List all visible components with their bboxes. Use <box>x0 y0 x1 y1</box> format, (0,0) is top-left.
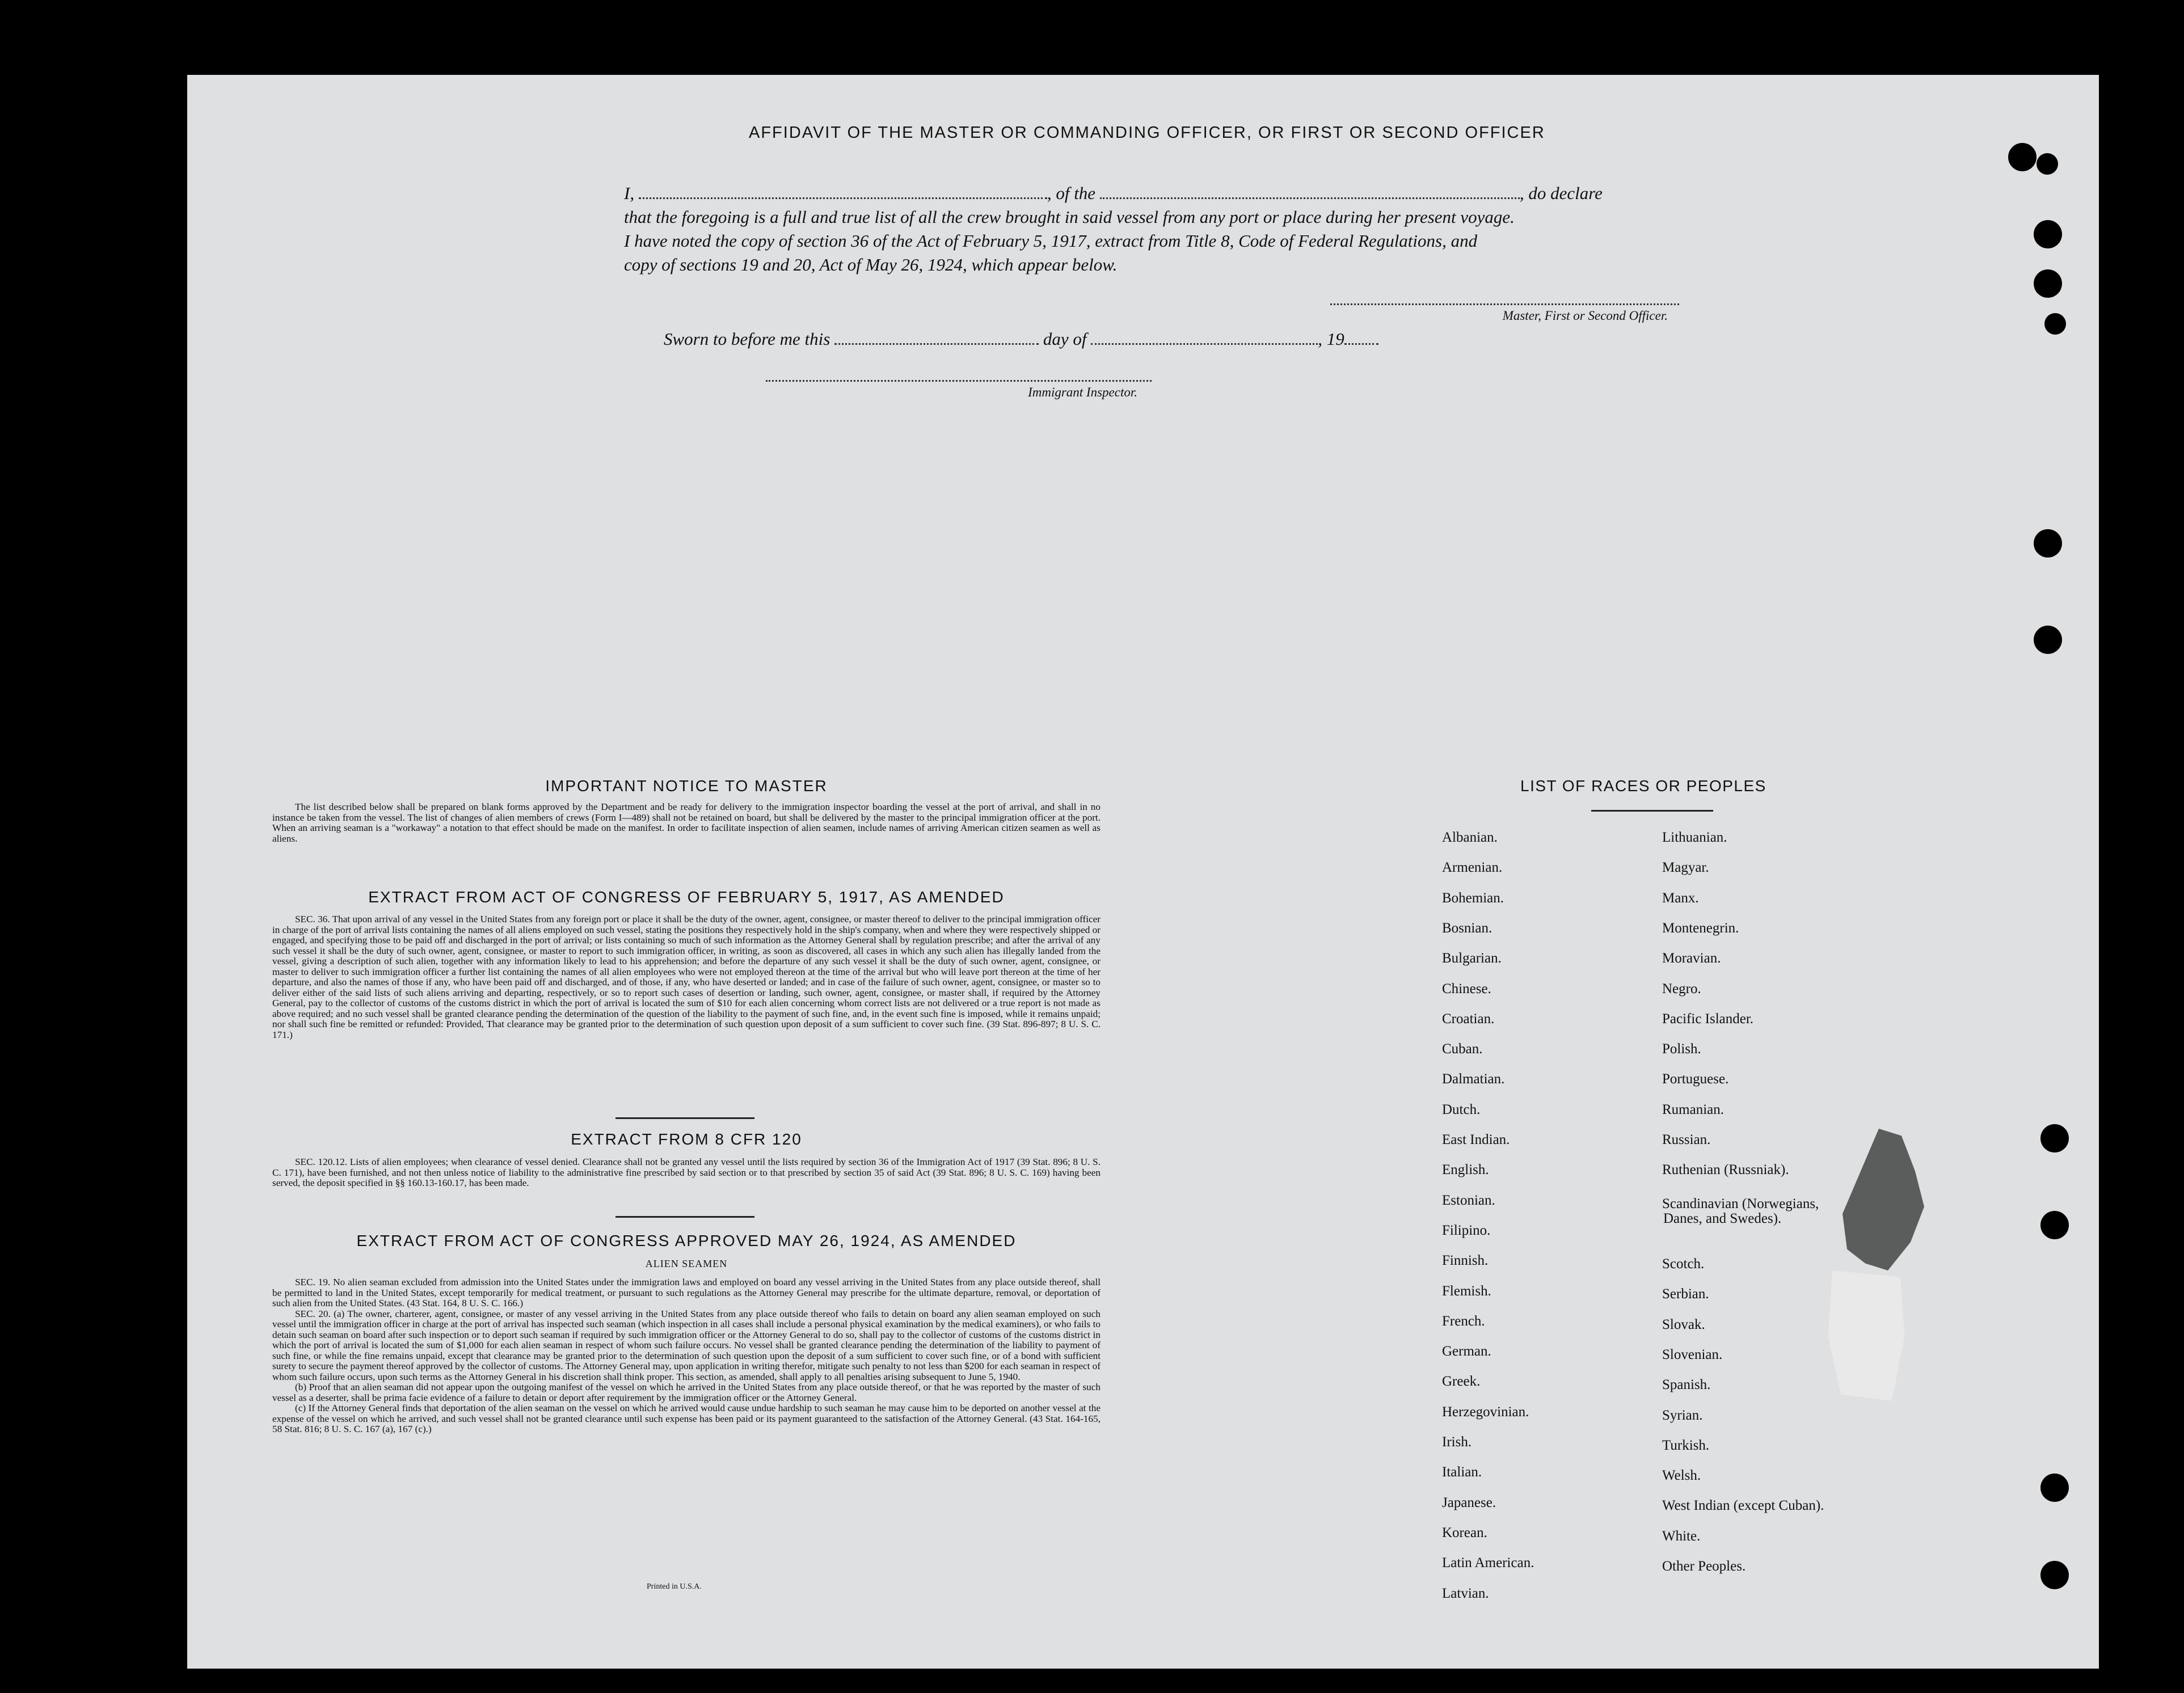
race-item: Japanese. <box>1442 1494 1496 1510</box>
race-item: Latin American. <box>1442 1555 1534 1571</box>
race-item: German. <box>1442 1344 1491 1360</box>
sworn-day-blank[interactable] <box>834 331 1039 345</box>
race-item: Manx. <box>1662 890 1699 906</box>
punch-hole <box>2034 529 2062 558</box>
race-item: Slovenian. <box>1662 1346 1723 1362</box>
inspector-label: Immigrant Inspector. <box>1028 385 1137 399</box>
extract-1917-text <box>272 914 1101 1040</box>
sworn-year: , 19 <box>1318 329 1344 349</box>
punch-hole <box>2044 313 2066 335</box>
signature-line <box>766 380 1152 382</box>
race-item: Flemish. <box>1442 1283 1491 1299</box>
sworn-day-of: day of <box>1043 329 1087 349</box>
race-item: Bosnian. <box>1442 920 1492 936</box>
section-36-paragraph: SEC. 36. That upon arrival of any vessel in the United States from any foreign port or place it shall be the duty of the owner, agent, consignee, or master thereof to deliver to the principal immigration officer in charge of the port of arrival lists containing the names of all aliens employed on such vessel, stating the positions they respectively hold in the ship's company, when and where they were respectively shipped or engaged, and specifying those to be paid off and discharged in the port of arrival; or lists containing so much of such information as the Attorney General shall by regulation prescribe; and after the arrival of any such vessel it shall be the duty of such owner, agent, consignee, or master to report to such immigration officer, in writing, as soon as discovered, all cases in which any such alien has illegally landed from the vessel, giving a description of such alien, together with any information likely to lead to his apprehension; and before the departure of any such vessel it shall be the duty of such owner, agent, consignee, or master to deliver to such immigration officer a further list containing the names of all alien employees who were not employed thereon at the time of the arrival but who will leave port thereon at the time of her departure, and also the names of those if any, who have been paid off and discharged, and of those, if any, who have deserted or landed; and in case of the failure of such owner, agent, consignee, or master so to deliver either of the said lists of such aliens arriving and departing, respectively, or so to report such cases of desertion or landing, such owner, agent, consignee, or master shall, if required by the Attorney General, pay to the collector of customs of the customs district in which the port of arrival is located the sum of $10 for each alien concerning whom correct lists are not delivered or a true report is not made as above required; and no such vessel shall be granted clearance pending the determination of the question of the liability to the payment of such fine, and, in the event such fine is imposed, while it remains unpaid; nor shall such fine be remitted or refunded: Provided, That clearance may be granted prior to the determination of such question upon deposit of a sum sufficient to cover such fine. (39 Stat. 896-897; 8 U. S. C. 171.) <box>272 914 1101 1040</box>
race-item: Portuguese. <box>1662 1071 1729 1087</box>
race-item: Filipino. <box>1442 1222 1491 1238</box>
race-item: Estonian. <box>1442 1192 1495 1208</box>
race-item: Cuban. <box>1442 1041 1483 1057</box>
race-item: Dalmatian. <box>1442 1071 1505 1087</box>
race-item: Dutch. <box>1442 1101 1481 1117</box>
race-item: Other Peoples. <box>1662 1559 1746 1574</box>
race-item: Polish. <box>1662 1041 1701 1057</box>
race-item: Russian. <box>1662 1132 1711 1147</box>
sworn-prefix: Sworn to before me this <box>664 329 830 349</box>
race-item: Montenegrin. <box>1662 920 1739 936</box>
race-item: Moravian. <box>1662 951 1721 966</box>
extract-1917-title: EXTRACT FROM ACT OF CONGRESS OF FEBRUARY 5, 1917, AS AMENDED <box>368 888 1005 906</box>
affidavit-body <box>624 181 1679 277</box>
race-item: French. <box>1442 1313 1485 1329</box>
punch-hole <box>2008 143 2037 171</box>
punch-hole <box>2034 626 2062 654</box>
sworn-year-blank[interactable] <box>1344 331 1378 345</box>
race-item: Turkish. <box>1662 1437 1710 1453</box>
section-20b-paragraph: (b) Proof that an alien seaman did not appear upon the outgoing manifest of the vessel on which he arrived in the United States from any place outside thereof, or that he was reported by the master of such vessel as a deserter, shall be prima facie evidence of a failure to detain or deport after requirement by the immigration officer or the Attorney General. <box>272 1382 1101 1403</box>
race-item: Syrian. <box>1662 1407 1703 1423</box>
race-item: Slovak. <box>1662 1316 1705 1332</box>
race-item: Bulgarian. <box>1442 951 1502 966</box>
race-item: Korean. <box>1442 1525 1487 1540</box>
extract-cfr-text <box>272 1157 1101 1189</box>
affidavit-line-1 <box>624 181 1679 205</box>
sworn-line <box>664 329 1378 349</box>
affidavit-line-2: that the foregoing is a full and true list of all the crew brought in said vessel from any port or place during her present voyage. <box>624 207 1515 227</box>
punch-hole <box>2037 153 2058 175</box>
section-20c-paragraph: (c) If the Attorney General finds that deportation of the alien seaman on the vessel on which he arrived would cause undue hardship to such seaman he may cause him to be deported on another vessel at the expense of the vessel on which he arrived, and such vessel shall not be granted clearance until such expense has been paid or its payment guaranteed to the satisfaction of the Attorney General. (43 Stat. 164-165, 58 Stat. 816; 8 U. S. C. 167 (a), 167 (c).) <box>272 1403 1101 1434</box>
race-item: Scotch. <box>1662 1256 1705 1272</box>
affidavit-line-4: copy of sections 19 and 20, Act of May 26, 1924, which appear below. <box>624 255 1118 275</box>
signature-line <box>1330 303 1679 305</box>
race-item: Herzegovinian. <box>1442 1404 1529 1420</box>
notice-title: IMPORTANT NOTICE TO MASTER <box>545 777 828 795</box>
extract-cfr-title: EXTRACT FROM 8 CFR 120 <box>571 1130 802 1148</box>
section-120-paragraph: SEC. 120.12. Lists of alien employees; when clearance of vessel denied. Clearance shall not be granted any vessel until the lists required by section 36 of the Immigration Act of 1917 (39 Stat. 896; 8 U. S. C. 171), have been furnished, and not then unless notice of liability to the administrative fine prescribed by said section or to that prescribed by section 35 of said Act (39 Stat. 896; 8 U. S. C. 169) having been served, the deposit specified in §§ 160.13-160.17, has been made. <box>272 1156 1101 1188</box>
inspector-signature[interactable] <box>766 380 1152 400</box>
divider <box>1591 810 1713 812</box>
vessel-blank[interactable] <box>1100 185 1520 199</box>
affidavit-of-the: , of the <box>1047 183 1096 203</box>
race-item: Albanian. <box>1442 830 1498 845</box>
race-item: Armenian. <box>1442 860 1503 876</box>
extract-1924-text <box>272 1277 1101 1435</box>
divider <box>615 1117 754 1119</box>
master-signature[interactable] <box>1330 303 1679 323</box>
race-item: Chinese. <box>1442 981 1491 997</box>
alien-seamen-heading: ALIEN SEAMEN <box>645 1258 728 1269</box>
affidavit-title: AFFIDAVIT OF THE MASTER OR COMMANDING OFFICER, OR FIRST OR SECOND OFFICER <box>749 124 1545 142</box>
master-signature-label: Master, First or Second Officer. <box>1502 309 1668 323</box>
race-item: Magyar. <box>1662 860 1709 876</box>
race-item: Scandinavian (Norwegians, <box>1662 1196 1819 1211</box>
punch-hole <box>2034 269 2062 298</box>
race-item: Latvian. <box>1442 1585 1489 1601</box>
race-item: Serbian. <box>1662 1286 1709 1302</box>
race-item: Greek. <box>1442 1374 1481 1390</box>
punch-hole <box>2034 220 2062 248</box>
race-item: Rumanian. <box>1662 1101 1725 1117</box>
sworn-month-blank[interactable] <box>1091 331 1318 345</box>
race-item: English. <box>1442 1162 1489 1178</box>
name-blank[interactable] <box>639 185 1047 199</box>
affidavit-line-3: I have noted the copy of section 36 of the Act of February 5, 1917, extract from Title 8, Code of Federal Regulations, and <box>624 231 1478 251</box>
extract-1924-title: EXTRACT FROM ACT OF CONGRESS APPROVED MAY 26, 1924, AS AMENDED <box>356 1232 1017 1249</box>
notice-text <box>272 802 1101 844</box>
races-title: LIST OF RACES OR PEOPLES <box>1520 777 1766 795</box>
race-item: Bohemian. <box>1442 890 1504 906</box>
race-item: Irish. <box>1442 1434 1472 1450</box>
race-item: Italian. <box>1442 1464 1482 1480</box>
race-item: Spanish. <box>1662 1377 1711 1393</box>
race-item: Croatian. <box>1442 1011 1495 1027</box>
section-20a-paragraph: SEC. 20. (a) The owner, charterer, agent, consignee, or master of any vessel arriving in the United States from any place outside thereof who fails to detain on board any alien seaman employed on such vessel until the immigration officer in charge at the port of arrival has inspected such seaman (which inspection in all cases shall include a personal physical examination by the medical examiners), or who fails to detain such seaman on board after such inspection or to deport such seaman if required by such immigration officer or the Attorney General to do so, shall pay to the collector of customs of the customs district in which the port of arrival is located the sum of $1,000 for each alien seaman in respect of whom such failure occurs. No vessel shall be granted clearance pending the determination of the liability to payment of such fine, or while the fine remains unpaid, except that clearance may be granted prior to the determination of such question upon the deposit of a sum sufficient to cover such fine, or of a bond with sufficient surety to secure the payment thereof approved by the collector of customs. The Attorney General may, upon application in writing therefor, mitigate such penalty to not less than $200 for each seaman in respect of whom such failure occurs, upon such terms as the Attorney General in his discretion shall think proper. This section, as amended, shall apply to all penalties arising subsequent to June 5, 1940. <box>272 1308 1101 1382</box>
race-item: Welsh. <box>1662 1468 1701 1484</box>
punch-hole <box>2040 1124 2069 1152</box>
race-item: East Indian. <box>1442 1132 1510 1147</box>
race-item: Danes, and Swedes). <box>1663 1211 1782 1226</box>
race-item: Lithuanian. <box>1662 830 1727 845</box>
race-item: Pacific Islander. <box>1662 1011 1754 1027</box>
section-19-paragraph: SEC. 19. No alien seaman excluded from admission into the United States under the immigration laws and employed on board any vessel arriving in the United States from any place outside thereof, shall be permitted to land in the United States, except temporarily for medical treatment, or pursuant to such regulations as the Attorney General may prescribe for the ultimate departure, removal, or deportation of such alien from the United States. (43 Stat. 164, 8 U. S. C. 166.) <box>272 1277 1101 1308</box>
punch-hole <box>2040 1211 2069 1239</box>
race-item: West Indian (except Cuban). <box>1662 1498 1824 1514</box>
race-item: Finnish. <box>1442 1253 1489 1269</box>
notice-paragraph: The list described below shall be prepared on blank forms approved by the Department and be ready for delivery to the immigration inspector boarding the vessel at the port of arrival, and shall in no instance be taken from the vessel. The list of changes of alien members of crews (Form I—489) shall not be retained on board, but shall be delivered by the master to the principal immigration officer at the port. When an arriving seaman is a "workaway" a notation to that effect should be made on the manifest. In order to facilitate inspection of alien seamen, include names of arriving American citizen seamen as well as aliens. <box>272 801 1101 844</box>
punch-hole <box>2040 1561 2069 1589</box>
race-item: Ruthenian (Russniak). <box>1662 1162 1789 1178</box>
divider <box>615 1216 754 1218</box>
printed-in-usa: Printed in U.S.A. <box>647 1582 702 1591</box>
affidavit-do-declare: , do declare <box>1519 183 1603 203</box>
race-item: Negro. <box>1662 981 1701 997</box>
affidavit-i: I, <box>624 183 635 203</box>
race-item: White. <box>1662 1528 1701 1544</box>
punch-hole <box>2040 1474 2069 1502</box>
